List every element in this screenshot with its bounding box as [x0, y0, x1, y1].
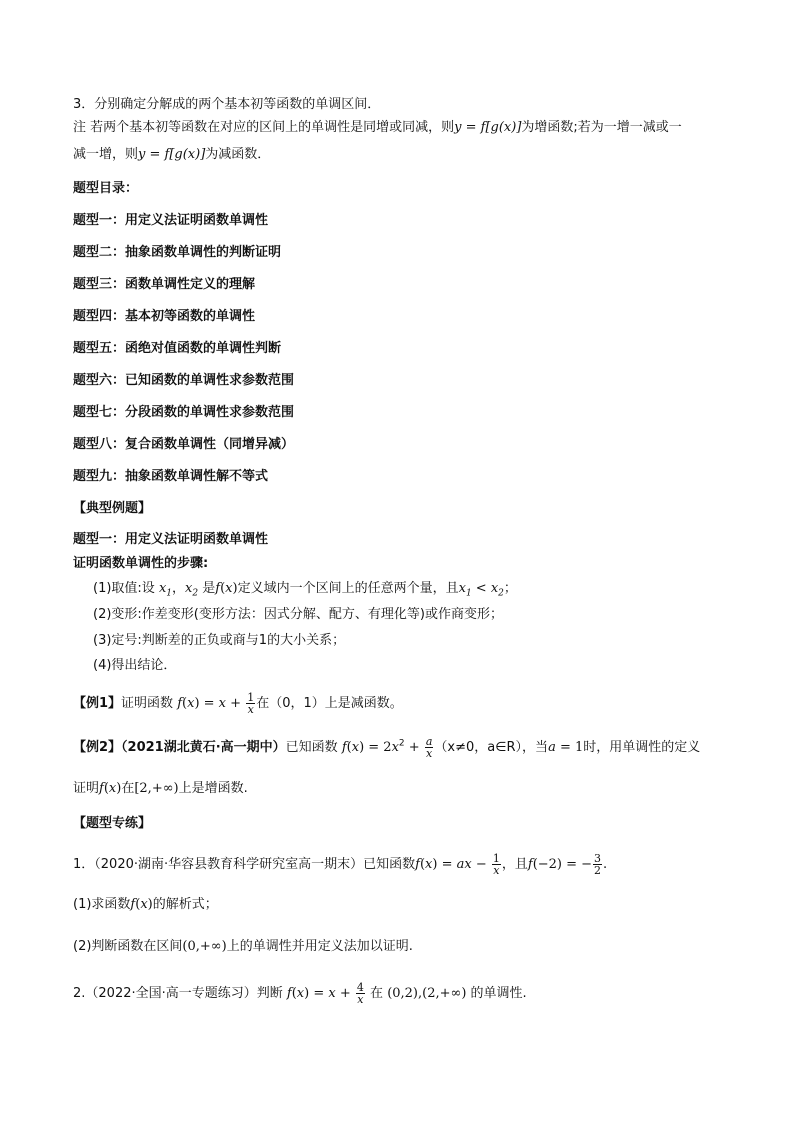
question1-part2-text-b: 上的单调性并用定义法加以证明. — [226, 939, 413, 954]
toc-item: 题型三：函数单调性定义的理解 — [73, 277, 256, 292]
example2-text-e: 在 — [121, 781, 135, 796]
example2-source: （2021湖北黄石·高一期中） — [121, 740, 286, 755]
intro-step3: 3．分别确定分解成的两个基本初等函数的单调区间． — [73, 97, 381, 112]
question1-part1-text-b: 的解析式； — [152, 897, 218, 912]
step2-line: (2)变形:作差变形(变形方法：因式分解、配方、有理化等)或作商变形； — [93, 607, 503, 622]
question2: 2.（2022·全国·高一专题练习）判断 f(x) = x + $\frac{4}{x}$ 在 (0,2),(2,+∞) 的单调性. — [73, 981, 527, 1006]
question1-text-c: . — [603, 857, 608, 872]
toc-title: 题型目录： — [73, 181, 139, 196]
fx-symbol: f — [215, 581, 221, 596]
question2-text-c: 的单调性. — [470, 986, 527, 1001]
example1-text-a: 证明函数 — [121, 696, 174, 711]
toc-item: 题型一：用定义法证明函数单调性 — [73, 213, 269, 228]
x1-symbol: $x_1$ — [158, 581, 173, 599]
intro-note-text-a: 注 若两个基本初等函数在对应的区间上的单调性是同增或同减，则 — [73, 120, 455, 135]
intro-note-text-b: 为增函数;若为一增一减或一 — [521, 120, 682, 135]
question1: 1．（2020·湖南·华容县教育科学研究室高一期末）已知函数f(x) = ax − $\frac{1}{x}$ ，且f(−2) = − $\frac{3}{2}$ . — [73, 852, 608, 877]
intro-note-line1 — [73, 119, 682, 137]
example2-text-f: 上是增函数. — [178, 781, 248, 796]
step3-line: (3)定号:判断差的正负或商与1的大小关系； — [93, 633, 346, 648]
example2-text-d: 证明 — [73, 781, 100, 796]
examples-header: 【典型例题】 — [73, 501, 152, 516]
toc-item: 题型四：基本初等函数的单调性 — [73, 309, 256, 324]
step1-text-b: 是 — [202, 581, 216, 596]
step1-text-a: (1)取值:设 — [93, 581, 155, 596]
example2-text-c: 时，用单调性的定义 — [583, 740, 701, 755]
intro-note-text-d: 为减函数． — [205, 147, 271, 162]
example2-text-b: （x≠0，a∈R），当 — [434, 740, 549, 755]
practice-header: 【题型专练】 — [73, 816, 152, 831]
question2-text-a: 2.（2022·全国·高一专题练习）判断 — [73, 986, 283, 1001]
question1-part1-text-a: (1)求函数 — [73, 897, 131, 912]
example1-formula: f — [177, 696, 183, 711]
toc-item: 题型二：抽象函数单调性的判断证明 — [73, 245, 282, 260]
intro-note-line2 — [73, 146, 270, 164]
question1-part2: (2)判断函数在区间(0,+∞)上的单调性并用定义法加以证明. — [73, 939, 413, 954]
intro-note-text-c: 减一增，则 — [73, 147, 139, 162]
type1-heading: 题型一：用定义法证明函数单调性 — [73, 532, 269, 547]
example2-text-a: 已知函数 — [285, 740, 338, 755]
question1-text-b: ，且 — [501, 857, 528, 872]
toc-item: 题型六：已知函数的单调性求参数范围 — [73, 373, 295, 388]
step4-line: (4)得出结论． — [93, 658, 177, 673]
toc-item: 题型五：函绝对值函数的单调性判断 — [73, 341, 282, 356]
question1-text-a: 1．（2020·湖南·华容县教育科学研究室高一期末）已知函数 — [73, 857, 416, 872]
step1-line: (1)取值:设 $x_1$，$x_2$ 是f(x)定义域内一个区间上的任意两个量，且$x_1 < x_2$； — [93, 581, 517, 599]
toc-item: 题型七：分段函数的单调性求参数范围 — [73, 405, 295, 420]
example2-line2: 证明f(x)在[2,+∞)上是增函数. — [73, 781, 248, 796]
toc-item: 题型八：复合函数单调性（同增异减） — [73, 437, 295, 452]
step1-text-c: 定义域内一个区间上的任意两个量，且 — [237, 581, 459, 596]
question2-text-b: 在 — [370, 986, 384, 1001]
composite-formula: y = f[g(x)] — [138, 147, 206, 162]
example1-text-b: 在（0，1）上是减函数。 — [256, 696, 403, 711]
composite-formula: y = f[g(x)] — [454, 120, 522, 135]
example2-formula: f — [341, 740, 347, 755]
steps-title: 证明函数单调性的步骤: — [73, 556, 209, 571]
x1-lt-x2: $x_1 < x_2$ — [458, 581, 504, 599]
toc-item: 题型九：抽象函数单调性解不等式 — [73, 469, 269, 484]
question1-part2-text-a: (2)判断函数在区间 — [73, 939, 183, 954]
question1-part1: (1)求函数f(x)的解析式； — [73, 897, 218, 912]
example2-line1: 【例2】（2021湖北黄石·高一期中）已知函数 $f(x) = 2x^2$ + $\frac{a}{x}$ （x≠0，a∈R），当a = 1时，用单调性的定义 — [73, 735, 701, 760]
x2-symbol: $x_2$ — [185, 581, 199, 599]
example1: 【例1】证明函数 f(x) = x + $\frac{1}{x}$ 在（0，1）上是减函数。 — [73, 691, 403, 716]
example2-tag: 【例2】 — [73, 740, 122, 755]
example1-tag: 【例1】 — [73, 696, 122, 711]
